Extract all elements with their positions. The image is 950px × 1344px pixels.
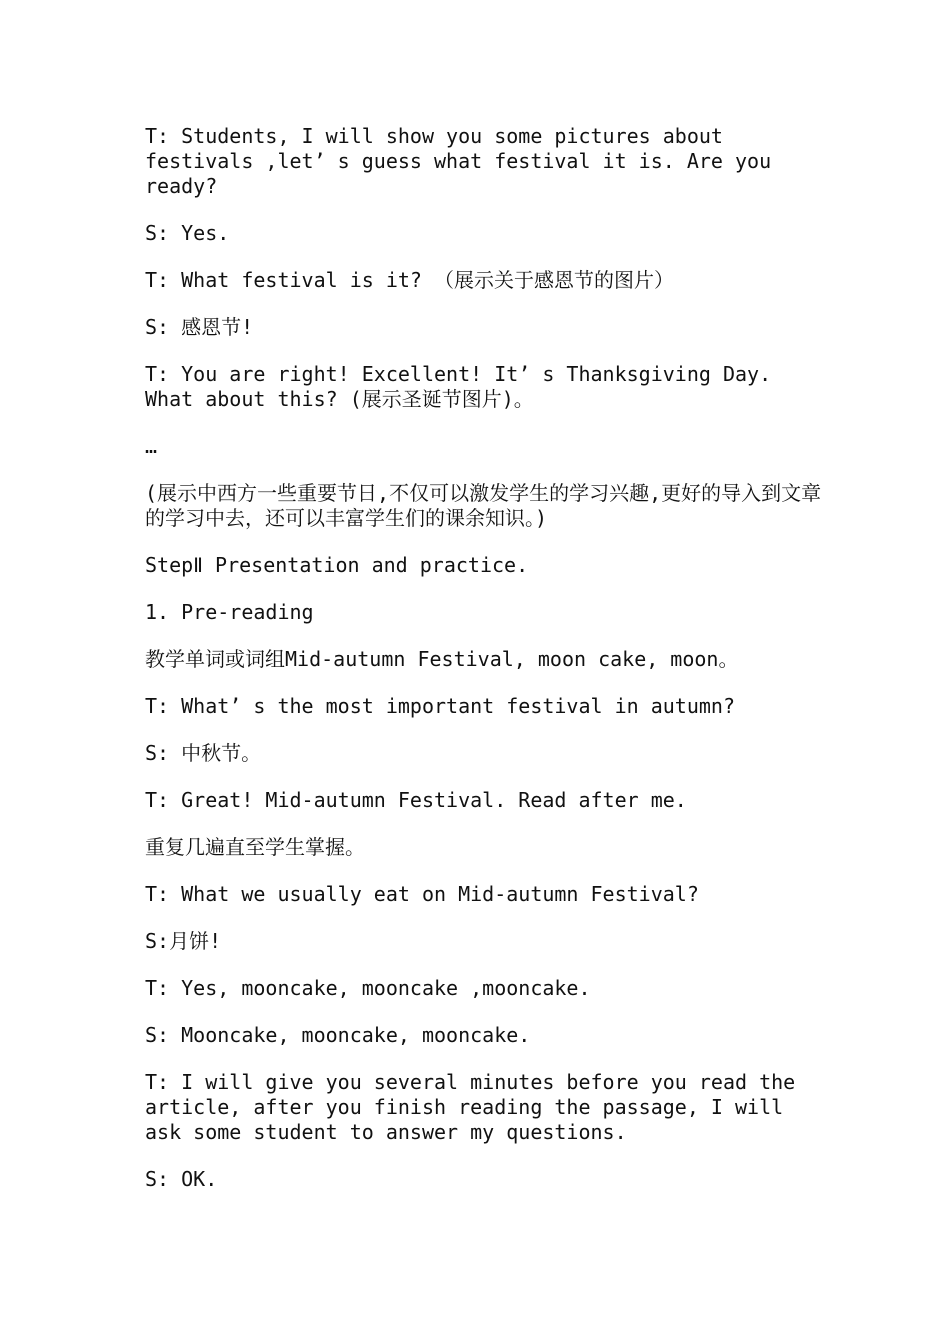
dialogue-line: S: OK. bbox=[145, 1167, 218, 1191]
dialogue-line: T: Students, I will show you some pictures about festivals ,let’ s guess what festival it is. Are you ready? bbox=[145, 124, 784, 198]
dialogue-line: S:月饼! bbox=[145, 929, 222, 953]
dialogue-line: S: 感恩节! bbox=[145, 315, 254, 339]
ellipsis-line: … bbox=[145, 434, 158, 458]
teaching-note: (展示中西方一些重要节日,不仅可以激发学生的学习兴趣,更好的导入到文章的学习中去，还可以丰富学生们的课余知识。) bbox=[145, 481, 822, 530]
dialogue-line: S: 中秋节。 bbox=[145, 741, 262, 765]
dialogue-line: T: You are right! Excellent! It’ s Thanksgiving Day. What about this? (展示圣诞节图片)。 bbox=[145, 362, 784, 411]
dialogue-line: T: What’ s the most important festival in autumn? bbox=[145, 694, 736, 718]
dialogue-line: T: Great! Mid-autumn Festival. Read after me. bbox=[145, 788, 687, 812]
section-heading: StepⅡ Presentation and practice. bbox=[145, 553, 529, 577]
dialogue-line: S: Mooncake, mooncake, mooncake. bbox=[145, 1023, 531, 1047]
dialogue-line: T: What festival is it? （展示关于感恩节的图片） bbox=[145, 268, 674, 292]
teaching-note: 教学单词或词组Mid-autumn Festival, moon cake, moon。 bbox=[145, 647, 739, 671]
document-body bbox=[145, 124, 825, 1214]
subsection-heading: 1. Pre-reading bbox=[145, 600, 314, 624]
dialogue-line: S: Yes. bbox=[145, 221, 230, 245]
dialogue-line: T: Yes, mooncake, mooncake ,mooncake. bbox=[145, 976, 591, 1000]
teaching-note: 重复几遍直至学生掌握。 bbox=[145, 835, 365, 859]
dialogue-line: T: What we usually eat on Mid-autumn Festival? bbox=[145, 882, 699, 906]
dialogue-line: T: I will give you several minutes before you read the article, after you finish reading the passage, I will ask some student to answer my questions. bbox=[145, 1070, 808, 1144]
